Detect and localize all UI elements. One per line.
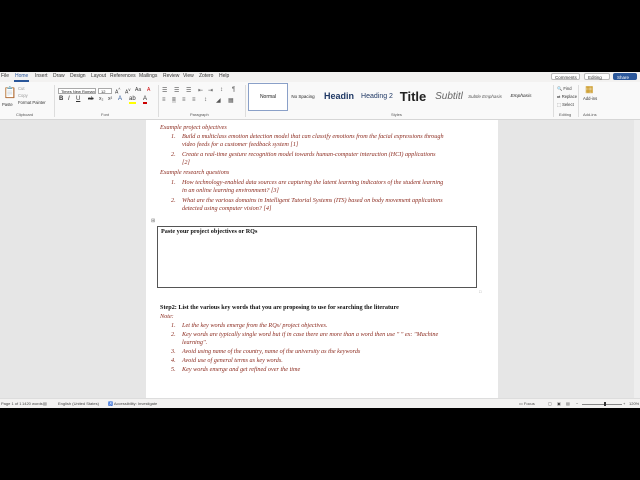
select-button[interactable]: ⬚ Select (557, 102, 574, 107)
list-number: 2. (171, 151, 176, 158)
bullets-icon[interactable]: ☰ (162, 88, 168, 94)
replace-label: Replace (561, 94, 578, 99)
find-label: Find (563, 86, 572, 91)
doc-line: video feeds for a customer feedback system [1] (182, 141, 299, 148)
menu-home[interactable]: Home (15, 73, 29, 79)
align-right-icon[interactable]: ≡ (182, 97, 186, 103)
read-mode-icon[interactable]: ▢ (548, 401, 552, 406)
zoom-level[interactable]: 120% (629, 401, 640, 406)
menu-mailings[interactable]: Mailings (139, 73, 158, 79)
word-window (0, 72, 640, 408)
align-left-icon[interactable]: ≡ (162, 97, 166, 103)
list-number: 1. (171, 179, 176, 186)
doc-line: Build a multiclass emotion detection model that can classify emotions from the facial expressions through (182, 133, 444, 140)
grow-font-icon[interactable]: A^ (115, 87, 121, 96)
paste-label[interactable]: Paste (2, 102, 13, 107)
style-subtitle[interactable] (431, 83, 467, 109)
italic-button[interactable]: I (68, 96, 70, 102)
divider (158, 85, 159, 117)
styles-gallery (248, 83, 548, 111)
doc-line: Create a real-time gesture recognition model towards human-computer interaction (HCI) applications (182, 151, 436, 158)
divider (578, 85, 579, 117)
proofing-icon[interactable]: ▤ (43, 401, 47, 406)
comments-button[interactable]: Comments (551, 73, 580, 80)
editing-group-label: Editing (559, 112, 572, 117)
accessibility-status[interactable]: ♿ Accessibility: Investigate (108, 401, 158, 406)
zoom-out-icon[interactable]: − (576, 401, 579, 406)
doc-line: in an online learning environment? [3] (182, 187, 279, 194)
doc-line: How technology-enabled data sources are capturing the latent learning indicators of the student learning (182, 179, 444, 186)
menu-insert[interactable]: Insert (35, 73, 48, 79)
style-title-label: Title (399, 88, 427, 104)
borders-icon[interactable]: ▦ (228, 98, 234, 104)
focus-button[interactable]: ▭ Focus (519, 401, 535, 406)
show-marks-icon[interactable]: ¶ (232, 87, 236, 93)
ribbon (0, 82, 640, 120)
zoom-in-icon[interactable]: + (623, 401, 626, 406)
style-heading-1[interactable] (320, 83, 358, 109)
note-line: Let the key words emerge from the RQs/ project objectives. (182, 322, 328, 329)
share-button[interactable]: Share (613, 73, 637, 80)
note-label: Note: (160, 313, 174, 320)
sort-icon[interactable]: ↕ (220, 87, 223, 93)
list-number: 2. (171, 331, 176, 338)
accessibility-label: Accessibility: Investigate (113, 401, 158, 406)
style-normal-label: Normal (259, 94, 277, 100)
print-layout-icon[interactable]: ▣ (557, 401, 561, 406)
replace-button[interactable]: ⇄ Replace (557, 94, 578, 99)
addins-group-label: Add-ins (583, 112, 597, 117)
increase-indent-icon[interactable]: ⇥ (208, 88, 214, 94)
underline-button[interactable]: U (76, 96, 81, 102)
menu-references[interactable]: References (110, 73, 136, 79)
status-bar (0, 398, 640, 408)
zoom-slider[interactable] (582, 404, 622, 405)
language[interactable]: English (United States) (58, 401, 99, 406)
font-size: 12 (101, 89, 106, 94)
style-heading-2[interactable] (358, 83, 396, 109)
document-page[interactable] (146, 120, 498, 398)
justify-icon[interactable]: ≡ (192, 97, 196, 103)
superscript-icon[interactable]: x² (108, 96, 113, 102)
font-color-icon[interactable]: A (143, 96, 148, 102)
shading-icon[interactable]: ◢ (216, 98, 221, 104)
find-button[interactable]: 🔍 Find (557, 86, 572, 91)
bold-button[interactable]: B (59, 96, 64, 102)
strikethrough-icon[interactable]: ab (88, 96, 94, 102)
menu-view[interactable]: View (183, 73, 194, 79)
shrink-font-icon[interactable]: $A^v$ (125, 87, 131, 96)
menu-help[interactable]: Help (219, 73, 230, 79)
list-number: 2. (171, 197, 176, 204)
style-no-spacing[interactable] (288, 83, 318, 109)
menu-draw[interactable]: Draw (53, 73, 65, 79)
decrease-indent-icon[interactable]: ⇤ (198, 88, 204, 94)
list-number: 4. (171, 357, 176, 364)
font-name-box[interactable] (58, 88, 96, 94)
style-normal[interactable] (248, 83, 288, 111)
styles-group-label: Styles (391, 112, 402, 117)
style-title[interactable] (396, 83, 430, 109)
word-count[interactable]: 1420 words (22, 401, 43, 406)
style-subtle-emphasis-label: Subtle Emphasis (468, 93, 502, 99)
select-label: Select (562, 102, 574, 107)
document-area (0, 120, 640, 398)
paste-table-cell[interactable] (157, 226, 477, 288)
divider (54, 85, 55, 117)
doc-line: detected using computer vision? [4] (182, 205, 272, 212)
note-line: Key words are typically single word but if in case there are more than a word then use " " ex: "Machine (182, 331, 439, 338)
note-line: Avoid use of general terms as key words. (182, 357, 283, 364)
menu-file[interactable]: File (1, 73, 10, 79)
zoom-slider-thumb[interactable] (604, 402, 606, 406)
paste-icon[interactable]: 📋 (3, 87, 17, 99)
numbering-icon[interactable]: ☰ (174, 88, 180, 94)
step2-heading: Step2: List the various key words that you are proposing to use for searching the literature (160, 304, 399, 311)
style-no-spacing-label: No Spacing (291, 93, 315, 99)
doc-line: Example project objectives (160, 124, 227, 131)
divider (553, 85, 554, 117)
change-case-icon[interactable]: Aa (135, 87, 142, 93)
line-spacing-icon[interactable]: ↕ (204, 97, 207, 103)
cut-button[interactable]: Cut (18, 86, 25, 91)
web-layout-icon[interactable]: ▤ (566, 401, 570, 406)
copy-button[interactable]: Copy (18, 93, 28, 98)
menu-review[interactable]: Review (163, 73, 180, 79)
multilevel-list-icon[interactable]: ☰ (186, 88, 192, 94)
table-move-handle-icon[interactable]: ⊞ (151, 218, 156, 224)
style-heading-1-label: Headin (323, 91, 354, 101)
style-heading-2-label: Heading 2 (361, 92, 393, 100)
font-name: Times New Roman (61, 89, 95, 94)
list-number: 1. (171, 322, 176, 329)
menu-bar (0, 72, 640, 82)
paragraph-group-label: Paragraph (190, 112, 209, 117)
editing-button[interactable]: Editing (584, 73, 610, 80)
doc-line: Example research questions (160, 169, 230, 176)
doc-line: [2] (182, 159, 190, 166)
addins-button[interactable]: Add-ins (583, 96, 598, 101)
paste-box-title: Paste your project objectives or RQs (161, 228, 258, 235)
addins-icon[interactable]: ▦ (585, 84, 594, 94)
clipboard-group-label: Clipboard (16, 112, 34, 117)
note-line: learning". (182, 339, 208, 346)
vertical-scrollbar[interactable] (634, 120, 640, 398)
style-subtitle-label: Subtitl (435, 90, 463, 102)
align-center-icon[interactable]: ≡ (172, 97, 176, 103)
focus-label: Focus (523, 401, 535, 406)
highlight-icon[interactable]: ab (129, 96, 136, 102)
menu-design[interactable]: Design (70, 73, 86, 79)
note-line: Avoid using name of the country, name of the university as the keywords (182, 348, 361, 355)
text-effects-icon[interactable]: A (118, 96, 123, 102)
clear-format-icon[interactable]: A (147, 87, 151, 93)
style-subtle-emphasis[interactable] (467, 83, 503, 109)
list-number: 1. (171, 133, 176, 140)
doc-line: What are the various domains in Intelligent Tutorial Systems (ITS) based on body movement applications (182, 197, 443, 204)
table-resize-handle-icon[interactable]: □ (479, 289, 482, 294)
font-group-label: Font (101, 112, 110, 117)
menu-zotero[interactable]: Zotero (199, 73, 214, 79)
style-emphasis[interactable] (505, 83, 537, 109)
note-line: Key words emerge and get refined over the time (182, 366, 301, 373)
format-painter-button[interactable]: Format Painter (18, 100, 46, 105)
font-size-box[interactable] (98, 88, 112, 94)
list-number: 3. (171, 348, 176, 355)
page-count[interactable]: Page 1 of 1 (1, 401, 22, 406)
menu-layout[interactable]: Layout (91, 73, 107, 79)
style-emphasis-label: Emphasis (510, 93, 532, 99)
divider (245, 85, 246, 117)
subscript-icon[interactable]: x₂ (99, 96, 104, 102)
list-number: 5. (171, 366, 176, 373)
